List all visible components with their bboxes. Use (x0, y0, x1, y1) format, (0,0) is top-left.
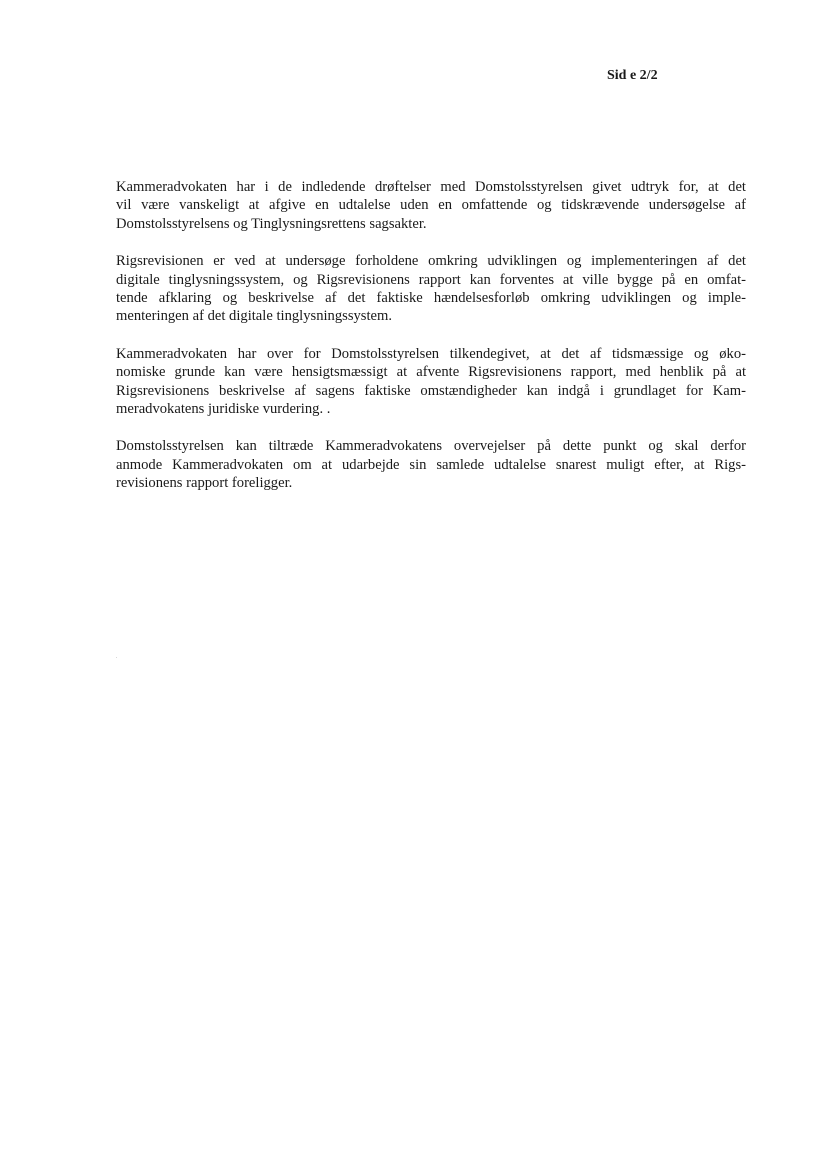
paragraph-2 (116, 252, 746, 326)
page-number: Sid e 2/2 (607, 68, 658, 83)
paragraph-line: anmode Kammeradvokaten om at udarbejde sin samlede udtalelse snarest muligt efter, at Rigs- (116, 456, 746, 473)
paragraph-line: Kammeradvokaten har i de indledende drøftelser med Domstolsstyrelsen givet udtryk for, at det (116, 179, 746, 195)
paragraph-line: revisionens rapport foreligger. (116, 475, 293, 492)
paragraph-line: Domstolsstyrelsens og Tinglysningsrettens sagsakter. (116, 215, 427, 232)
paragraph-1 (116, 178, 746, 233)
paragraph-line: nomiske grunde kan være hensigtsmæssigt at afvente Rigsrevisionens rapport, med henblik på at (116, 364, 746, 381)
paragraph-line: Kammeradvokaten har over for Domstolsstyrelsen tilkendegivet, at det af tidsmæssige og øko- (116, 345, 746, 362)
paragraph-3 (116, 345, 746, 419)
paragraph-line: Rigsrevisionen er ved at undersøge forholdene omkring udviklingen og implementeringen af det (116, 253, 746, 270)
paragraph-line: meradvokatens juridiske vurdering. . (116, 401, 331, 418)
paragraph-line: vil være vanskeligt at afgive en udtalelse uden en omfattende og tidskrævende undersøgelse af (116, 197, 746, 214)
paragraph-line: digitale tinglysningssystem, og Rigsrevisionens rapport kan forventes at ville bygge på en omfat- (116, 271, 746, 288)
paragraph-line: menteringen af det digitale tinglysningssystem. (116, 308, 393, 325)
paragraph-line: tende afklaring og beskrivelse af det faktiske hændelsesforløb omkring udviklingen og imple- (116, 290, 746, 307)
paragraph-4 (116, 437, 746, 492)
document-body (116, 178, 746, 512)
paragraph-line: Rigsrevisionens beskrivelse af sagens faktiske omstændigheder kan indgå i grundlaget for Kam- (116, 382, 746, 399)
paragraph-line: Domstolsstyrelsen kan tiltræde Kammeradvokatens overvejelser på dette punkt og skal derfor (116, 438, 746, 455)
scan-speck (116, 657, 117, 658)
